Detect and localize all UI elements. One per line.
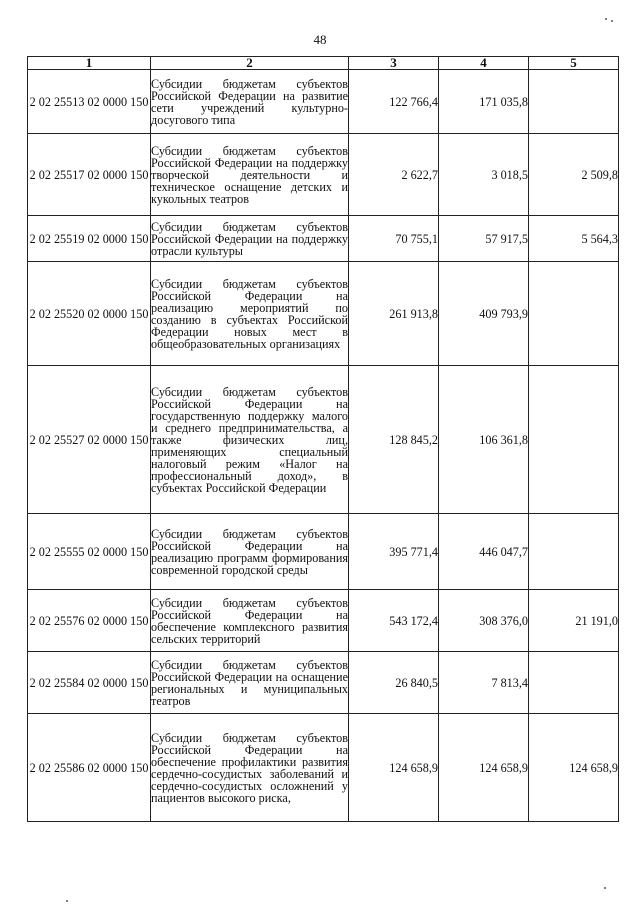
row-description: Субсидии бюджетам субъектов Российской Федерации на оснащение региональных и муниципальных театров <box>151 652 349 714</box>
table-row <box>28 652 619 714</box>
row-value-col5: 124 658,9 <box>529 714 619 822</box>
table-row <box>28 514 619 590</box>
row-code: 2 02 25513 02 0000 150 <box>28 70 151 134</box>
row-code: 2 02 25520 02 0000 150 <box>28 262 151 366</box>
row-value-col5 <box>529 70 619 134</box>
row-value-col3: 128 845,2 <box>349 366 439 514</box>
column-header-5: 5 <box>529 57 619 70</box>
column-header-1: 1 <box>28 57 151 70</box>
table-row <box>28 366 619 514</box>
row-value-col3: 2 622,7 <box>349 134 439 216</box>
table-row <box>28 590 619 652</box>
row-description: Субсидии бюджетам субъектов Российской Федерации на реализацию программ формирования современной городской среды <box>151 514 349 590</box>
row-value-col4: 3 018,5 <box>439 134 529 216</box>
row-value-col5 <box>529 514 619 590</box>
row-value-col4: 106 361,8 <box>439 366 529 514</box>
scan-speck <box>604 887 606 889</box>
scan-speck <box>66 900 68 902</box>
scan-speck <box>605 18 607 20</box>
table-row <box>28 134 619 216</box>
row-value-col5 <box>529 366 619 514</box>
row-value-col3: 26 840,5 <box>349 652 439 714</box>
row-value-col3: 543 172,4 <box>349 590 439 652</box>
row-value-col5: 21 191,0 <box>529 590 619 652</box>
page-number: 48 <box>313 32 327 47</box>
row-description: Субсидии бюджетам субъектов Российской Федерации на поддержку творческой деятельности и техническое оснащение детских и кукольных театров <box>151 134 349 216</box>
row-value-col4: 171 035,8 <box>439 70 529 134</box>
row-value-col5 <box>529 262 619 366</box>
table-row <box>28 262 619 366</box>
budget-table <box>27 56 619 822</box>
table-row <box>28 216 619 262</box>
row-value-col5: 5 564,3 <box>529 216 619 262</box>
row-value-col3: 70 755,1 <box>349 216 439 262</box>
table-row <box>28 714 619 822</box>
row-description: Субсидии бюджетам субъектов Российской Федерации на обеспечение комплексного развития сельских территорий <box>151 590 349 652</box>
row-description: Субсидии бюджетам субъектов Российской Федерации на поддержку отрасли культуры <box>151 216 349 262</box>
row-code: 2 02 25519 02 0000 150 <box>28 216 151 262</box>
row-value-col4: 409 793,9 <box>439 262 529 366</box>
row-value-col5: 2 509,8 <box>529 134 619 216</box>
row-value-col4: 446 047,7 <box>439 514 529 590</box>
row-code: 2 02 25527 02 0000 150 <box>28 366 151 514</box>
row-description: Субсидии бюджетам субъектов Российской Федерации на обеспечение профилактики развития сердечно-сосудистых заболеваний и сердечно-сосудистых осложнений у пациентов высокого риска, <box>151 714 349 822</box>
row-value-col3: 124 658,9 <box>349 714 439 822</box>
row-code: 2 02 25555 02 0000 150 <box>28 514 151 590</box>
row-value-col3: 261 913,8 <box>349 262 439 366</box>
row-code: 2 02 25576 02 0000 150 <box>28 590 151 652</box>
row-value-col3: 122 766,4 <box>349 70 439 134</box>
row-description: Субсидии бюджетам субъектов Российской Федерации на реализацию мероприятий по созданию в субъектах Российской Федерации новых мест в общеобразовательных организациях <box>151 262 349 366</box>
row-code: 2 02 25586 02 0000 150 <box>28 714 151 822</box>
column-header-4: 4 <box>439 57 529 70</box>
column-header-2: 2 <box>151 57 349 70</box>
row-value-col4: 124 658,9 <box>439 714 529 822</box>
scan-speck <box>611 20 613 22</box>
row-value-col4: 57 917,5 <box>439 216 529 262</box>
row-value-col3: 395 771,4 <box>349 514 439 590</box>
row-code: 2 02 25517 02 0000 150 <box>28 134 151 216</box>
row-description: Субсидии бюджетам субъектов Российской Федерации на развитие сети учреждений культурно-досугового типа <box>151 70 349 134</box>
table-header-row <box>28 57 619 70</box>
table-row <box>28 70 619 134</box>
row-description: Субсидии бюджетам субъектов Российской Федерации на государственную поддержку малого и среднего предпринимательства, а также физических лиц, применяющих специальный налоговый режим «Налог на профессиональный доход», в субъектах Российской Федерации <box>151 366 349 514</box>
column-header-3: 3 <box>349 57 439 70</box>
row-value-col5 <box>529 652 619 714</box>
row-code: 2 02 25584 02 0000 150 <box>28 652 151 714</box>
row-value-col4: 7 813,4 <box>439 652 529 714</box>
row-value-col4: 308 376,0 <box>439 590 529 652</box>
